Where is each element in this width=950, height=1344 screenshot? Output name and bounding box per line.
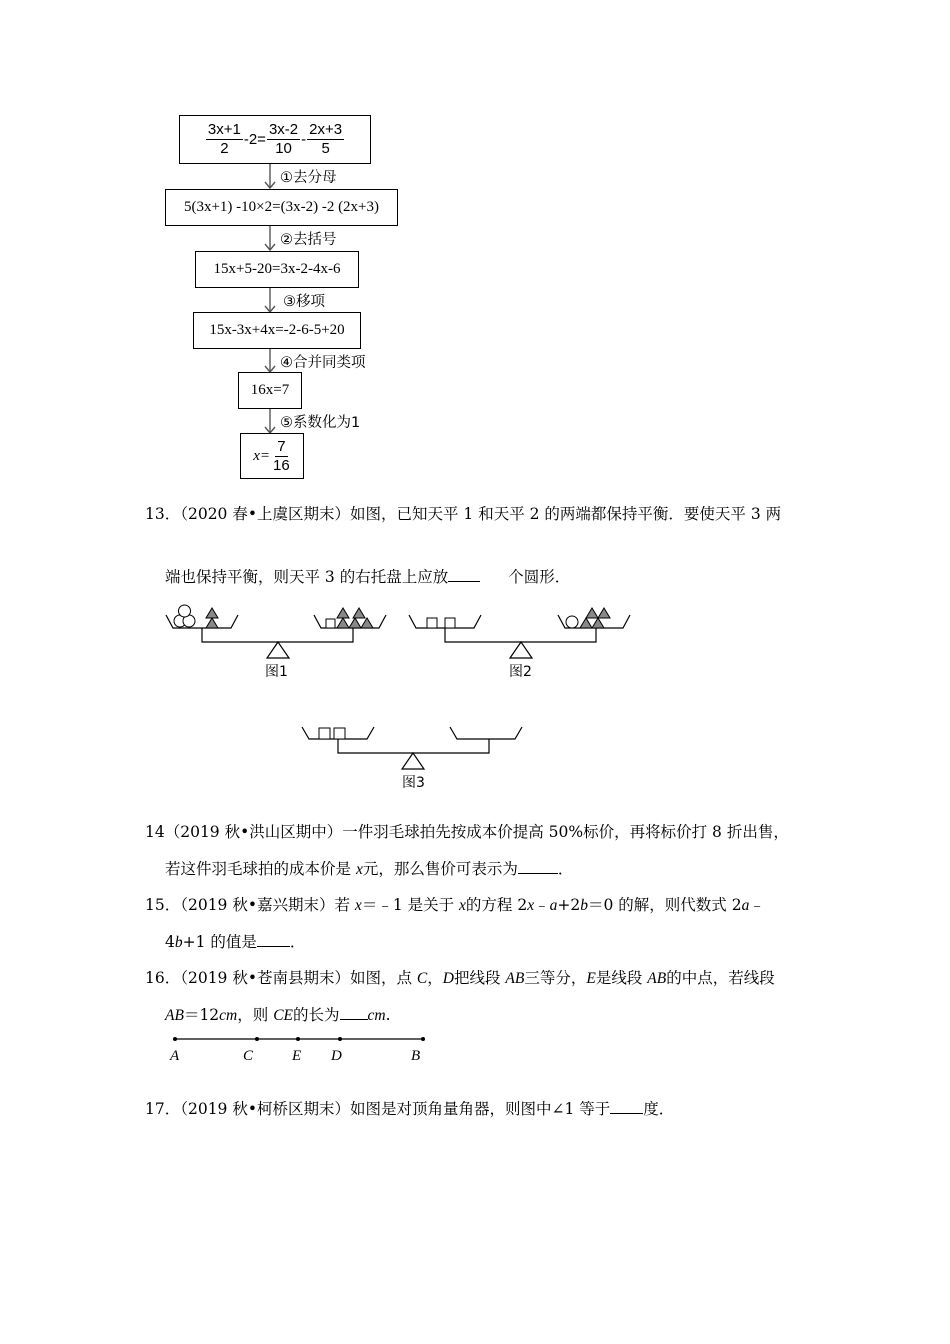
- point-c-dot: [255, 1037, 259, 1041]
- q16-line2: AB＝12cm，则 CE的长为 cm.: [165, 1006, 391, 1024]
- point-a-dot: [173, 1037, 177, 1041]
- fraction-result: $\frac{7}{16}$: [273, 437, 290, 474]
- step-label-3: ③移项: [283, 294, 325, 310]
- equation-box-3: 15x+5-20=3x-2-4x-6: [195, 251, 359, 288]
- q13-line2: [165, 565, 570, 587]
- operator: -: [301, 131, 307, 148]
- answer-blank: [257, 932, 290, 947]
- triangle-shape: [337, 608, 349, 618]
- answer-blank: [448, 567, 480, 582]
- line-segment-figure: [165, 1030, 435, 1050]
- answer-blank: [518, 859, 558, 874]
- step-label-4: ④合并同类项: [280, 355, 366, 371]
- step-label-1: ①去分母: [280, 170, 337, 186]
- point-e-dot: [296, 1037, 300, 1041]
- circle-shape: [566, 616, 578, 628]
- step-label-2: ②去括号: [280, 232, 337, 248]
- figure-caption-3: 图3: [402, 775, 425, 791]
- fraction-3: $\frac{2x+3}{5}$: [309, 121, 343, 157]
- triangle-shape: [592, 618, 604, 628]
- q15-line1: 15．（2019 秋•嘉兴期末）若 x＝﹣1 是关于 x的方程 2x﹣a+2b＝0 的解，则代数式 2a﹣: [145, 896, 765, 914]
- answer-blank: [610, 1099, 643, 1114]
- q15-line2: 4b+1 的值是 ．: [165, 933, 306, 951]
- balance1-fulcrum: [267, 642, 289, 658]
- q13-text-end: 个圆形．: [508, 568, 571, 586]
- triangle-shape: [353, 608, 365, 618]
- equation-box-5: 16x=7: [238, 372, 302, 409]
- balance3-right-pan: [450, 727, 522, 739]
- triangle-shape: [580, 618, 592, 628]
- q14-line1: 14（2019 秋•洪山区期中）一件羽毛球拍先按成本价提高 50%标价，再将标价打 8 折出售，: [145, 823, 789, 841]
- variable: x: [355, 861, 363, 878]
- point-label-a: A: [170, 1048, 180, 1064]
- point-d-dot: [338, 1037, 342, 1041]
- flowchart-arrows: [0, 0, 950, 500]
- square-shape: [334, 728, 345, 739]
- q13-text: 端也保持平衡，则天平 3 的右托盘上应放: [165, 568, 449, 586]
- fraction-1: $\frac{3x+1}{2}$: [207, 121, 241, 157]
- answer-blank: [340, 1005, 368, 1020]
- lhs: x=: [253, 447, 271, 464]
- q14-text: 若这件羽毛球拍的成本价是: [165, 860, 356, 878]
- q17-line1: 17．（2019 秋•柯桥区期末）如图是对顶角量角器，则图中∠1 等于 度．: [145, 1100, 675, 1118]
- square-shape: [326, 619, 335, 628]
- point-b-dot: [421, 1037, 425, 1041]
- circle-shape: [179, 605, 191, 617]
- equation-box-4: 15x-3x+4x=-2-6-5+20: [193, 312, 361, 349]
- q16-line1: 16．（2019 秋•苍南县期末）如图，点 C，D把线段 AB三等分，E是线段 AB的中点，若线段: [145, 969, 775, 987]
- triangle-shape: [361, 618, 373, 628]
- triangle-shape: [206, 618, 218, 628]
- triangle-shape: [586, 608, 598, 618]
- point-label-d: D: [331, 1048, 342, 1064]
- q14-text-end: ．: [557, 860, 574, 878]
- figure-caption-1: 图1: [265, 664, 288, 680]
- balance3-beam: [338, 739, 489, 753]
- triangle-shape: [206, 608, 218, 618]
- balance1-beam: [202, 628, 353, 642]
- equation-box-6: [240, 433, 304, 479]
- q14-text: 元，那么售价可表示为: [362, 860, 518, 878]
- figure-caption-2: 图2: [509, 664, 532, 680]
- q14-line2: [165, 857, 573, 879]
- point-label-e: E: [292, 1048, 302, 1064]
- square-shape: [319, 728, 330, 739]
- point-label-c: C: [243, 1048, 254, 1064]
- triangle-shape: [337, 618, 349, 628]
- step-label-5: ⑤系数化为1: [280, 415, 361, 431]
- point-label-b: B: [411, 1048, 421, 1064]
- square-shape: [427, 618, 437, 628]
- q13-line1: 13．（2020 春•上虞区期末）如图，已知天平 1 和天平 2 的两端都保持平衡．要使天平 3 两: [145, 505, 782, 523]
- balance2-fulcrum: [510, 642, 532, 658]
- square-shape: [445, 618, 455, 628]
- balance3-fulcrum: [402, 753, 424, 769]
- fraction-2: $\frac{3x-2}{10}$: [268, 121, 299, 157]
- triangle-shape: [349, 618, 361, 628]
- balance-figures: [0, 595, 950, 805]
- operator: -2=: [243, 131, 266, 148]
- triangle-shape: [598, 608, 610, 618]
- balance2-beam: [445, 628, 596, 642]
- equation-box-2: 5(3x+1) -10×2=(3x-2) -2 (2x+3): [165, 189, 398, 226]
